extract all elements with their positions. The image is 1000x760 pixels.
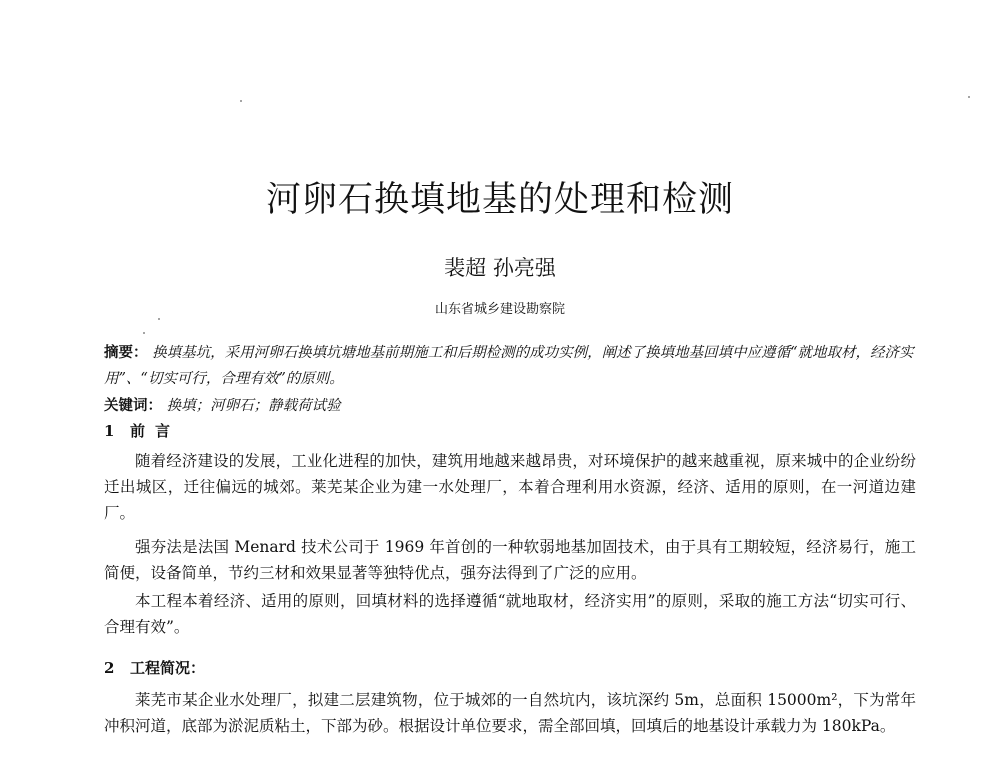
paper-affiliation: 山东省城乡建设勘察院 [434,302,565,317]
section-number: 2 [104,659,115,677]
abstract-text: 换填基坑，采用河卵石换填坑塘地基前期施工和后期检测的成功实例，阐述了换填地基回填中应遵循“就地取材，经济实用”、“切实可行，合理有效”的原则。 [104,345,914,387]
paragraph: 强夯法是法国 Menard 技术公司于 1969 年首创的一种软弱地基加固技术，由于具有工期较短，经济易行，施工简便，设备简单，节约三材和效果显著等独特优点，强夯法得到了广泛的应用。 [104,538,916,582]
scan-speck [968,96,970,98]
keywords-text: 换填；河卵石；静载荷试验 [166,398,341,414]
paragraph: 随着经济建设的发展，工业化进程的加快，建筑用地越来越昂贵，对环境保护的越来越重视，原来城中的企业纷纷迁出城区，迁往偏远的城郊。莱芜某企业为建一水处理厂，本着合理利用水资源，经济、适用的原则，在一河道边建厂。 [104,452,916,522]
scan-speck [240,100,242,102]
section-heading-overview [104,657,205,678]
abstract-label: 摘要： [104,344,148,361]
section-number: 1 [104,422,125,440]
scan-speck [143,332,145,334]
scan-speck [158,318,160,320]
paper-authors: 裴超 孙亮强 [444,256,556,280]
paragraph: 本工程本着经济、适用的原则，回填材料的选择遵循“就地取材，经济实用”的原则，采取的施工方法“切实可行、合理有效”。 [104,592,916,636]
section-title: 前言 [130,422,181,440]
abstract [104,340,916,392]
paragraph: 莱芜市某企业水处理厂，拟建二层建筑物，位于城郊的一自然坑内，该坑深约 5m，总面积 15000m²，下为常年冲积河道，底部为淤泥质粘土，下部为砂。根据设计单位要求，需全部回填，回填后的地基设计承载力为 180kPa。 [104,691,916,735]
keywords-label: 关键词： [104,397,162,414]
keywords [104,393,916,419]
section-title: 工程简况： [130,659,206,677]
section-heading-introduction [104,420,180,441]
paper-title: 河卵石换填地基的处理和检测 [265,180,734,220]
